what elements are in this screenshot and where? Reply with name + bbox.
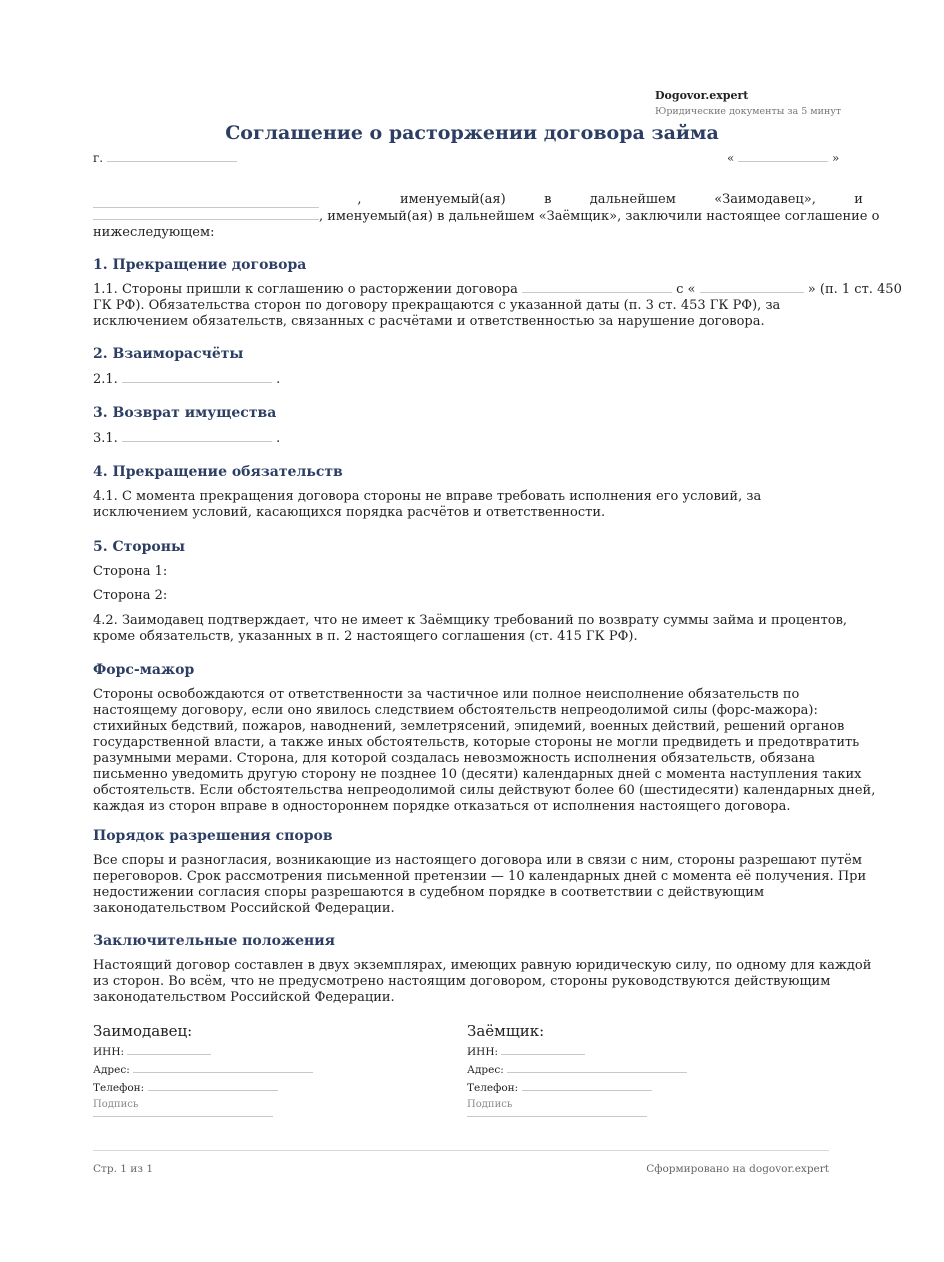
borrower-address-row — [467, 1061, 767, 1079]
s2-end: . — [276, 372, 281, 387]
borrower-sign-line — [467, 1113, 647, 1117]
borrower-phone-field — [522, 1081, 652, 1091]
s1-from: с « — [676, 282, 696, 297]
borrower-title: Заёмщик: — [467, 1022, 545, 1040]
borrower-address-field — [507, 1063, 687, 1073]
lender-address-row — [93, 1061, 393, 1079]
force-majeure-heading: Форс-мажор — [93, 662, 195, 678]
borrower-signature-block — [467, 1021, 767, 1117]
intro-word-lender: «Заимодавец», — [714, 192, 816, 207]
borrower-address-label: Адрес: — [467, 1064, 504, 1076]
intro-row-1 — [93, 192, 863, 208]
section-2-text — [93, 371, 885, 388]
city-prefix: г. — [93, 151, 104, 165]
section-3-text — [93, 430, 885, 447]
settlement-field — [122, 371, 272, 383]
borrower-name-field — [93, 208, 319, 220]
intro-line-3: нижеследующем: — [93, 225, 215, 240]
section-3-heading: 3. Возврат имущества — [93, 405, 277, 421]
lender-phone-label: Телефон: — [93, 1082, 145, 1094]
property-return-field — [122, 430, 272, 442]
contract-number-field — [522, 281, 672, 293]
borrower-sign-label: Подпись — [467, 1099, 513, 1110]
date-field — [738, 150, 828, 162]
intro-word-named: именуемый(ая) — [399, 192, 506, 207]
contract-date-field — [700, 281, 804, 293]
brand-block — [655, 89, 885, 119]
party-1-label: Сторона 1: — [93, 564, 168, 579]
section-4-heading: 4. Прекращение обязательств — [93, 464, 343, 480]
intro-row-2 — [93, 208, 880, 225]
s3-end: . — [276, 431, 281, 446]
lender-address-label: Адрес: — [93, 1064, 130, 1076]
lender-address-field — [133, 1063, 313, 1073]
section-2-heading: 2. Взаиморасчёты — [93, 346, 244, 362]
lender-phone-row — [93, 1079, 393, 1097]
s2-item: 2.1. — [93, 372, 118, 387]
intro-comma: , — [357, 192, 362, 207]
city-field — [107, 150, 237, 162]
lender-sign-label: Подпись — [93, 1099, 139, 1110]
disputes-heading: Порядок разрешения споров — [93, 828, 333, 844]
footer-generated: Сформировано на dogovor.expert — [646, 1163, 829, 1175]
final-provisions-text: Настоящий договор составлен в двух экземплярах, имеющих равную юридическую силу, по одному для каждой из сторон. Во всём, что не предусмотрено настоящим договором, стороны руководствуются действующим законодательством Российской Федерации. — [93, 958, 872, 1005]
intro-word-and: и — [854, 192, 863, 207]
document-title: Соглашение о расторжении договора займа — [225, 122, 719, 144]
borrower-inn-field — [501, 1045, 585, 1055]
borrower-phone-row — [467, 1079, 767, 1097]
lender-inn-field — [127, 1045, 211, 1055]
final-provisions-heading: Заключительные положения — [93, 933, 335, 949]
section-5-heading: 5. Стороны — [93, 539, 186, 555]
s1-rest: ГК РФ). Обязательства сторон по договору прекращаются с указанной даты (п. 3 ст. 453 ГК РФ), за исключением обязательств, связанных с расчётами и ответственностью за нарушение договора. — [93, 298, 781, 329]
lender-sign-line — [93, 1113, 273, 1117]
section-4-text: 4.1. С момента прекращения договора стороны не вправе требовать исполнения его условий, за исключением условий, касающихся порядка расчётов и ответственности. — [93, 489, 762, 520]
lender-inn-label: ИНН: — [93, 1046, 125, 1058]
intro-line-2: , именуемый(ая) в дальнейшем «Заёмщик», заключили настоящее соглашение о — [319, 209, 880, 224]
section-1-text — [93, 281, 902, 330]
date-open-quote: « — [727, 151, 735, 165]
borrower-inn-label: ИНН: — [467, 1046, 499, 1058]
force-majeure-text: Стороны освобождаются от ответственности за частичное или полное неисполнение обязательств по настоящему договору, если оно явилось следствием обстоятельств непреодолимой силы (форс-мажора): стихийных бедствий, пожаров, наводнений, землетрясений, эпидемий, военных действий, решений органов государственной власти, а также иных обстоятельств, которые стороны не могли предвидеть и предотвратить разумными мерами. Сторона, для которой создалась невозможность исполнения обязательств, обязана письменно уведомить другую сторону не позднее 10 (десяти) календарных дней с момента наступления таких обстоятельств. Если обстоятельства непреодолимой силы действуют более 60 (шестидесяти) календарных дней, каждая из сторон вправе в одностороннем порядке отказаться от исполнения настоящего договора. — [93, 687, 876, 814]
lender-inn-row — [93, 1043, 393, 1061]
lender-signature-block — [93, 1021, 393, 1117]
footer-divider — [93, 1150, 829, 1151]
intro-word-further: дальнейшем — [589, 192, 676, 207]
intro-paragraph — [93, 192, 880, 241]
city-line — [93, 150, 237, 166]
borrower-inn-row — [467, 1043, 767, 1061]
section-1-heading: 1. Прекращение договора — [93, 257, 307, 273]
borrower-phone-label: Телефон: — [467, 1082, 519, 1094]
date-line — [727, 150, 839, 166]
lender-phone-field — [148, 1081, 278, 1091]
footer-page-number: Стр. 1 из 1 — [93, 1163, 154, 1175]
lender-title: Заимодавец: — [93, 1022, 193, 1040]
s1-start: 1.1. Стороны пришли к соглашению о расторжении договора — [93, 282, 518, 297]
brand-tagline: Юридические документы за 5 минут — [655, 106, 842, 117]
date-close-quote: » — [832, 151, 840, 165]
brand-name: Dogovor.expert — [655, 89, 749, 102]
section-5-clause: 4.2. Заимодавец подтверждает, что не имеет к Заёмщику требований по возврату суммы займа и процентов, кроме обязательств, указанных в п. 2 настоящего соглашения (ст. 415 ГК РФ). — [93, 613, 848, 644]
s1-after: » (п. 1 ст. 450 — [807, 282, 902, 297]
s3-item: 3.1. — [93, 431, 118, 446]
party-2-label: Сторона 2: — [93, 588, 168, 603]
lender-name-field — [93, 196, 319, 208]
disputes-text: Все споры и разногласия, возникающие из настоящего договора или в связи с ним, стороны разрешают путём переговоров. Срок рассмотрения письменной претензии — 10 календарных дней с момента её получения. При недостижении согласия споры разрешаются в судебном порядке в соответствии с действующим законодательством Российской Федерации. — [93, 853, 867, 916]
intro-word-in: в — [544, 192, 552, 207]
